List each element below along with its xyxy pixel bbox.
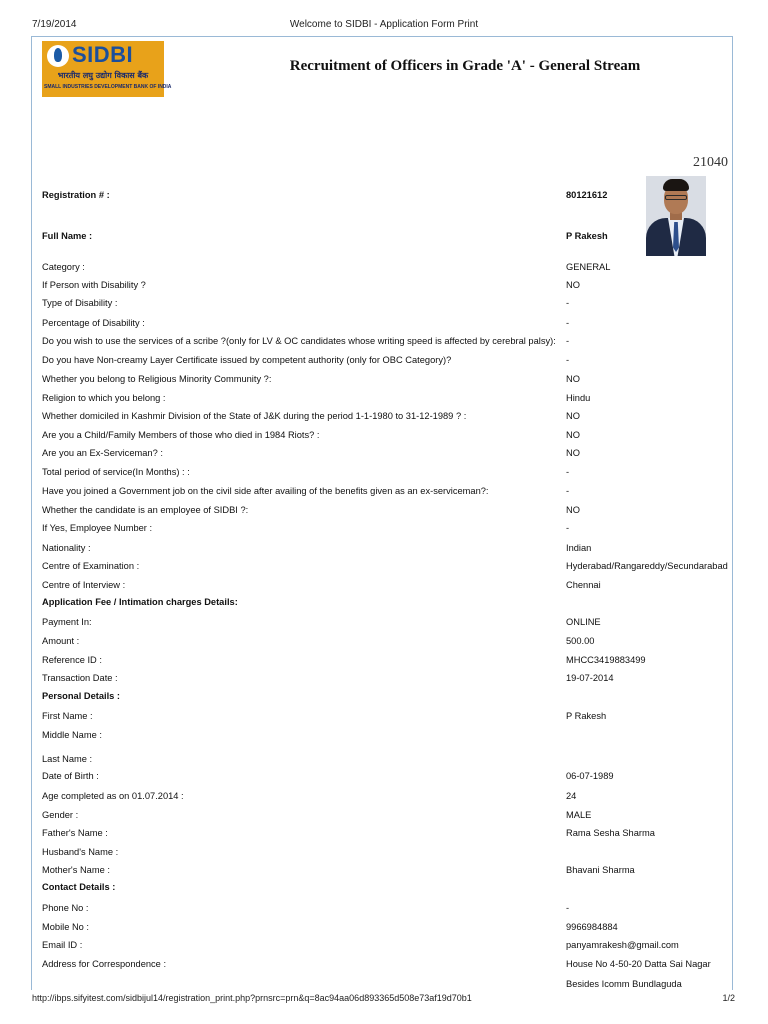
field-label: Address for Correspondence : [42,959,167,969]
field-label: Full Name : [42,231,93,241]
field-value: 24 [566,791,577,801]
field-value: - [566,336,570,346]
field-value: Bhavani Sharma [566,865,635,875]
field-value: GENERAL [566,262,611,272]
field-value: - [566,523,570,533]
logo-hindi-text: भारतीय लघु उद्योग विकास बैंक [57,71,149,80]
field-label: Centre of Interview : [42,580,126,590]
print-date: 7/19/2014 [32,19,77,30]
field-value: MHCC3419883499 [566,655,646,665]
logo-english-text: SMALL INDUSTRIES DEVELOPMENT BANK OF INDIA [44,84,172,90]
field-value: 19-07-2014 [566,673,614,683]
field-label: Are you a Child/Family Members of those who died in 1984 Riots? : [42,430,320,440]
field-value: - [566,903,570,913]
field-label: Phone No : [42,903,89,913]
field-value: 500.00 [566,636,595,646]
print-header [0,0,768,36]
field-label: Transaction Date : [42,673,118,683]
print-footer [0,990,768,1024]
field-value: Rama Sesha Sharma [566,828,655,838]
field-label: Registration # : [42,190,110,200]
field-label: Nationality : [42,543,91,553]
address-line-2: Besides Icomm Bundlaguda [566,979,682,989]
candidate-photo [646,176,706,256]
field-label: Whether domiciled in Kashmir Division of the State of J&K during the period 1-1-1980 to 31-12-1989 ? : [42,411,467,421]
field-label: Religion to which you belong : [42,393,166,403]
print-page-title: Welcome to SIDBI - Application Form Print [289,19,479,30]
field-label: If Person with Disability ? [42,280,146,290]
field-label: Mother's Name : [42,865,110,875]
contact-section-heading: Contact Details : [42,882,116,892]
field-value: NO [566,448,580,458]
field-value: panyamrakesh@gmail.com [566,940,679,950]
field-value: 06-07-1989 [566,771,614,781]
field-label: Age completed as on 01.07.2014 : [42,791,184,801]
field-label: Do you wish to use the services of a scribe ?(only for LV & OC candidates whose writing speed is affected by cerebral palsy): [42,336,556,346]
field-label: Type of Disability : [42,298,118,308]
field-label: Centre of Examination : [42,561,140,571]
field-label: Percentage of Disability : [42,318,145,328]
field-label: Husband's Name : [42,847,119,857]
sidbi-logo [42,41,172,97]
sidbi-emblem-icon [47,45,69,67]
document-title: Recruitment of Officers in Grade 'A' - General Stream [289,58,641,74]
field-value: - [566,467,570,477]
field-label: Email ID : [42,940,83,950]
field-label: Mobile No : [42,922,90,932]
field-value: NO [566,430,580,440]
field-label: Amount : [42,636,80,646]
field-value: House No 4-50-20 Datta Sai Nagar [566,959,711,969]
field-label: Total period of service(In Months) : : [42,467,190,477]
field-label: Whether the candidate is an employee of SIDBI ?: [42,505,249,515]
field-value: - [566,298,570,308]
field-value: - [566,355,570,365]
field-label: Payment In: [42,617,92,627]
field-value: NO [566,280,580,290]
fee-section-heading: Application Fee / Intimation charges Details: [42,597,238,607]
page-number: 1/2 [722,993,735,1003]
field-value: Hindu [566,393,591,403]
field-label: Whether you belong to Religious Minority Community ?: [42,374,272,384]
field-value: P Rakesh [566,711,607,721]
field-value: NO [566,411,580,421]
field-value: Hyderabad/Rangareddy/Secundarabad [566,561,728,571]
field-label: Middle Name : [42,730,102,740]
field-value: P Rakesh [566,231,608,241]
field-label: First Name : [42,711,93,721]
field-value: NO [566,505,580,515]
field-label: Gender : [42,810,79,820]
print-url: http://ibps.sifyitest.com/sidbijul14/registration_print.php?prnsrc=prn&q=8ac94aa06d893365d508e73af19d70b1 [32,993,472,1003]
reference-number: 21040 [693,155,728,170]
field-label: Date of Birth : [42,771,99,781]
logo-brand: SIDBI [72,42,134,67]
field-value: 9966984884 [566,922,618,932]
field-label: Are you an Ex-Serviceman? : [42,448,163,458]
field-value: NO [566,374,580,384]
field-label: If Yes, Employee Number : [42,523,153,533]
field-label: Last Name : [42,754,93,764]
field-label: Father's Name : [42,828,108,838]
field-label: Category : [42,262,85,272]
field-label: Reference ID : [42,655,102,665]
field-value: - [566,486,570,496]
field-label: Do you have Non-creamy Layer Certificate issued by competent authority (only for OBC Category)? [42,355,452,365]
field-value: Chennai [566,580,601,590]
field-value: - [566,318,570,328]
field-value: 80121612 [566,190,608,200]
field-value: MALE [566,810,592,820]
field-label: Have you joined a Government job on the civil side after availing of the benefits given as an ex-serviceman?: [42,486,489,496]
field-value: ONLINE [566,617,601,627]
field-value: Indian [566,543,592,553]
personal-section-heading: Personal Details : [42,691,121,701]
